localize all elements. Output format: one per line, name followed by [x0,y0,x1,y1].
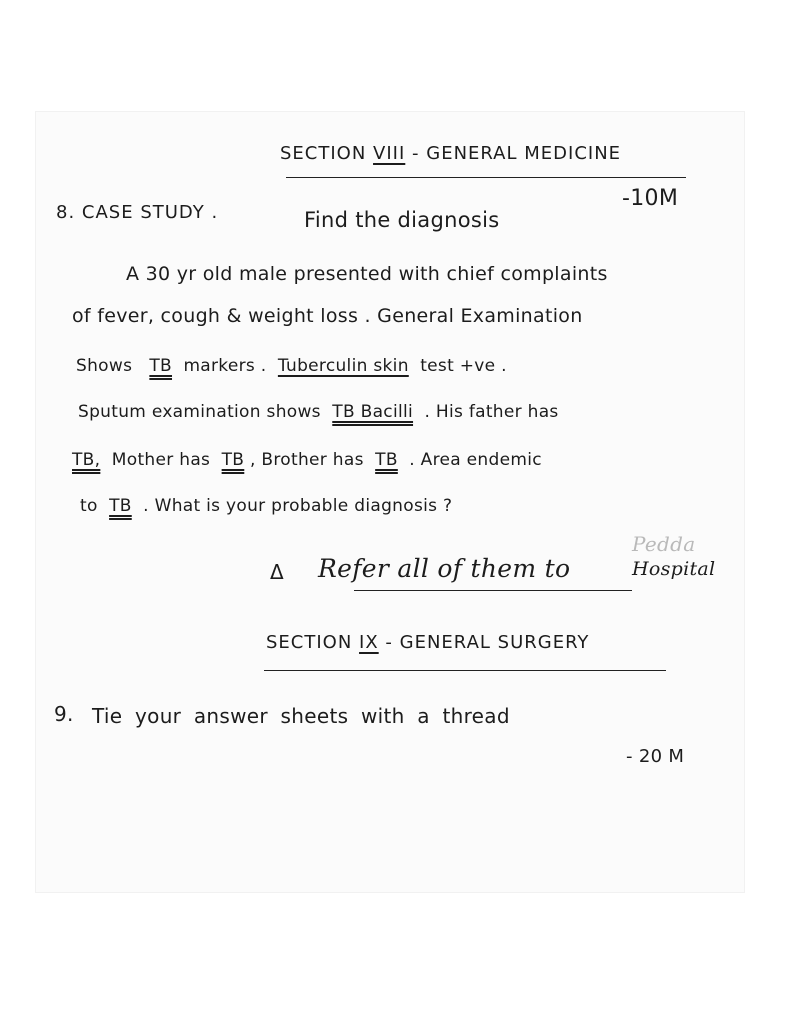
section-8-heading-suffix: - GENERAL MEDICINE [412,143,622,164]
line-5-endemic: . Area endemic [409,450,542,470]
question-8-line-6 [80,496,452,516]
section-9-numeral: IX [359,632,379,653]
line-3-tuberculin: Tuberculin skin [277,356,409,376]
section-8-heading-prefix: SECTION [280,143,367,164]
question-8-title-suffix: Find the diagnosis [304,208,500,232]
section-9-heading [266,632,589,653]
line-4-father: . His father has [424,402,559,422]
section-9-heading-suffix: - GENERAL SURGERY [385,632,590,653]
line-3-tb: TB [149,356,173,376]
question-9-marks: - 20 M [626,746,685,767]
line-4-sputum: Sputum examination shows [78,402,321,422]
question-8-title-prefix: CASE STUDY . [81,202,219,223]
line-5-brother-tb: TB [375,450,398,470]
question-8-line-2: of fever, cough & weight loss . General Examination [72,305,583,327]
question-8-number: 8. [56,202,76,223]
line-3-shows: Shows [76,356,133,376]
section-9-heading-prefix: SECTION [266,632,353,653]
answer-underline [354,590,632,591]
answer-last-word: Hospital [632,558,716,580]
section-9-underline [264,670,666,671]
answer-bullet: Δ [270,560,284,584]
answer-text: Refer all of them to [318,554,571,583]
line-6-to: to [80,496,98,516]
question-8-line-1: A 30 yr old male presented with chief complaints [126,263,608,285]
question-8-marks: -10M [622,186,679,211]
line-3-test: test +ve . [420,356,507,376]
line-4-tb-bacilli: TB Bacilli [332,402,414,422]
line-5-brother: , Brother has [250,450,364,470]
line-6-tb: TB [109,496,132,516]
question-8-title [56,202,218,223]
question-8-line-5 [72,450,542,470]
section-8-numeral: VIII [373,143,406,164]
line-5-mother-tb: TB [221,450,245,470]
line-6-question: . What is your probable diagnosis ? [143,496,453,516]
question-9-text: Tie your answer sheets with a thread [92,704,510,728]
question-8-line-3 [76,356,507,376]
section-8-underline [286,177,686,178]
answer-faint-word: Pedda [632,532,696,556]
line-5-mother: Mother has [111,450,211,470]
line-3-markers: markers . [183,356,267,376]
question-9-number: 9. [54,702,74,726]
line-5-tb: TB, [72,450,101,470]
section-8-heading [280,143,621,164]
question-8-line-4 [78,402,559,422]
